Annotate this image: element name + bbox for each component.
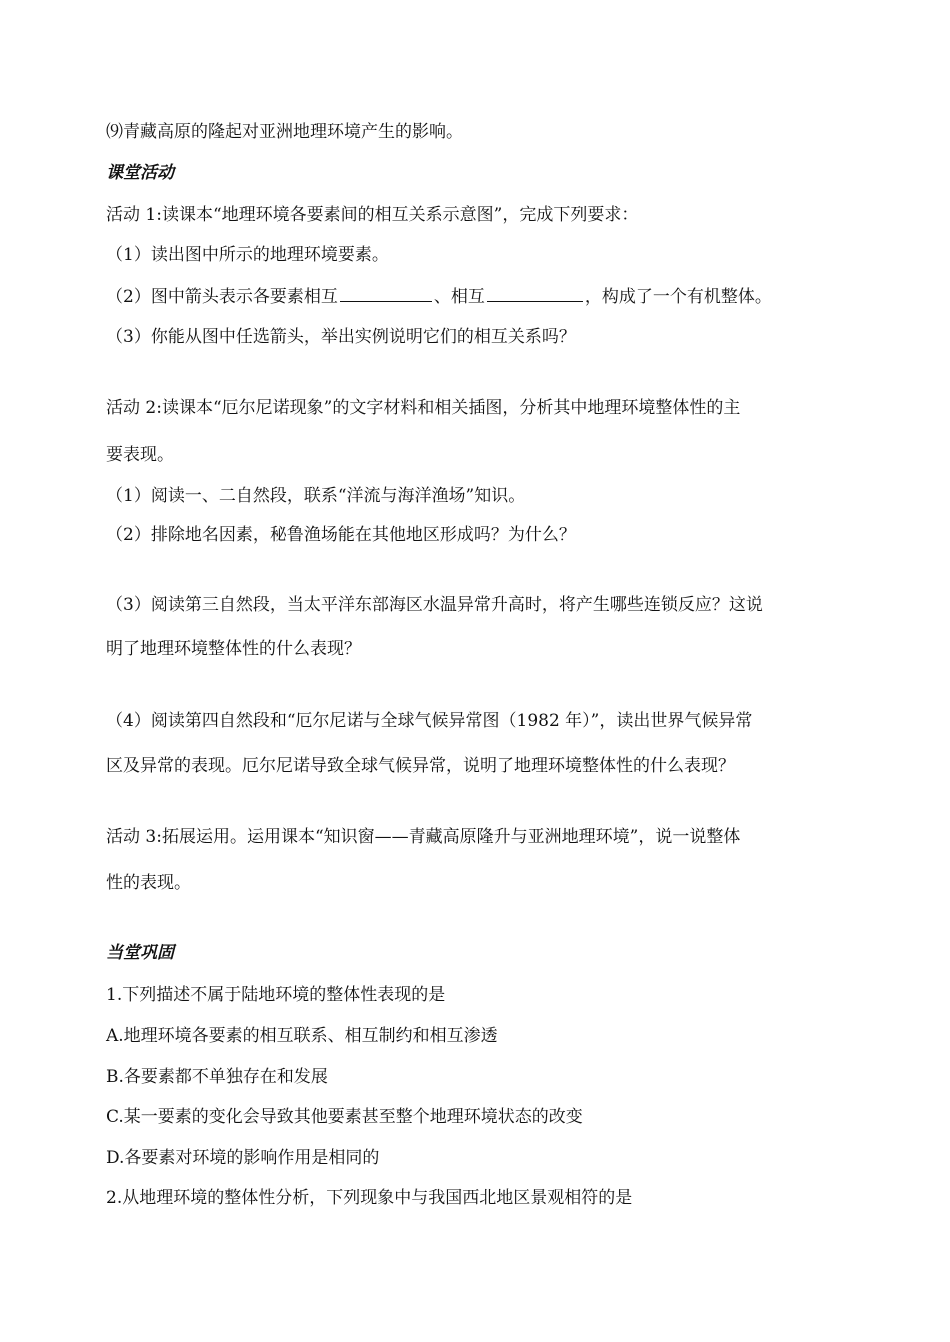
activity3-line1: 活动 3:拓展运用。运用课本“知识窗——青藏高原隆升与亚洲地理环境”，说一说整体 — [106, 827, 741, 847]
activity1-question1: （1）读出图中所示的地理环境要素。 — [106, 245, 389, 265]
activity1-question2-part2: 、相互 — [433, 287, 485, 307]
activity1-question2-part3: ，构成了一个有机整体。 — [584, 287, 772, 307]
activity2-question3-line2: 明了地理环境整体性的什么表现？ — [106, 639, 361, 659]
activity3-line2: 性的表现。 — [106, 873, 191, 893]
question1-option-d: D.各要素对环境的影响作用是相同的 — [106, 1148, 380, 1168]
question1-option-b: B.各要素都不单独存在和发展 — [106, 1067, 328, 1087]
consolidation-heading: 当堂巩固 — [106, 943, 174, 963]
activity2-question1: （1）阅读一、二自然段，联系“洋流与海洋渔场”知识。 — [106, 486, 526, 506]
activity2-question3-line1: （3）阅读第三自然段，当太平洋东部海区水温异常升高时，将产生哪些连锁反应？这说 — [106, 595, 763, 615]
activity2-title-line1: 活动 2:读课本“厄尔尼诺现象”的文字材料和相关插图，分析其中地理环境整体性的主 — [106, 398, 741, 418]
fill-blank-1[interactable] — [340, 285, 432, 302]
question1-option-a: A.地理环境各要素的相互联系、相互制约和相互渗透 — [106, 1026, 498, 1046]
question1-stem: 1.下列描述不属于陆地环境的整体性表现的是 — [106, 985, 446, 1005]
question1-option-c: C.某一要素的变化会导致其他要素甚至整个地理环境状态的改变 — [106, 1107, 583, 1127]
activity1-question2-part1: （2）图中箭头表示各要素相互 — [106, 287, 338, 307]
fill-blank-2[interactable] — [487, 285, 583, 302]
classroom-activity-heading: 课堂活动 — [106, 163, 174, 183]
activity2-title-line2: 要表现。 — [106, 445, 174, 465]
activity2-question4-line1: （4）阅读第四自然段和“厄尔尼诺与全球气候异常图（1982 年）”，读出世界气候异常 — [106, 711, 753, 731]
intro-line: ⑼青藏高原的隆起对亚洲地理环境产生的影响。 — [106, 122, 463, 142]
question2-stem: 2.从地理环境的整体性分析，下列现象中与我国西北地区景观相符的是 — [106, 1188, 633, 1208]
activity1-question2 — [106, 285, 772, 308]
activity1-title: 活动 1:读课本“地理环境各要素间的相互关系示意图”，完成下列要求： — [106, 205, 639, 225]
activity1-question3: （3）你能从图中任选箭头，举出实例说明它们的相互关系吗？ — [106, 327, 576, 347]
activity2-question4-line2: 区及异常的表现。厄尔尼诺导致全球气候异常，说明了地理环境整体性的什么表现？ — [106, 756, 735, 776]
activity2-question2: （2）排除地名因素，秘鲁渔场能在其他地区形成吗？为什么？ — [106, 525, 576, 545]
